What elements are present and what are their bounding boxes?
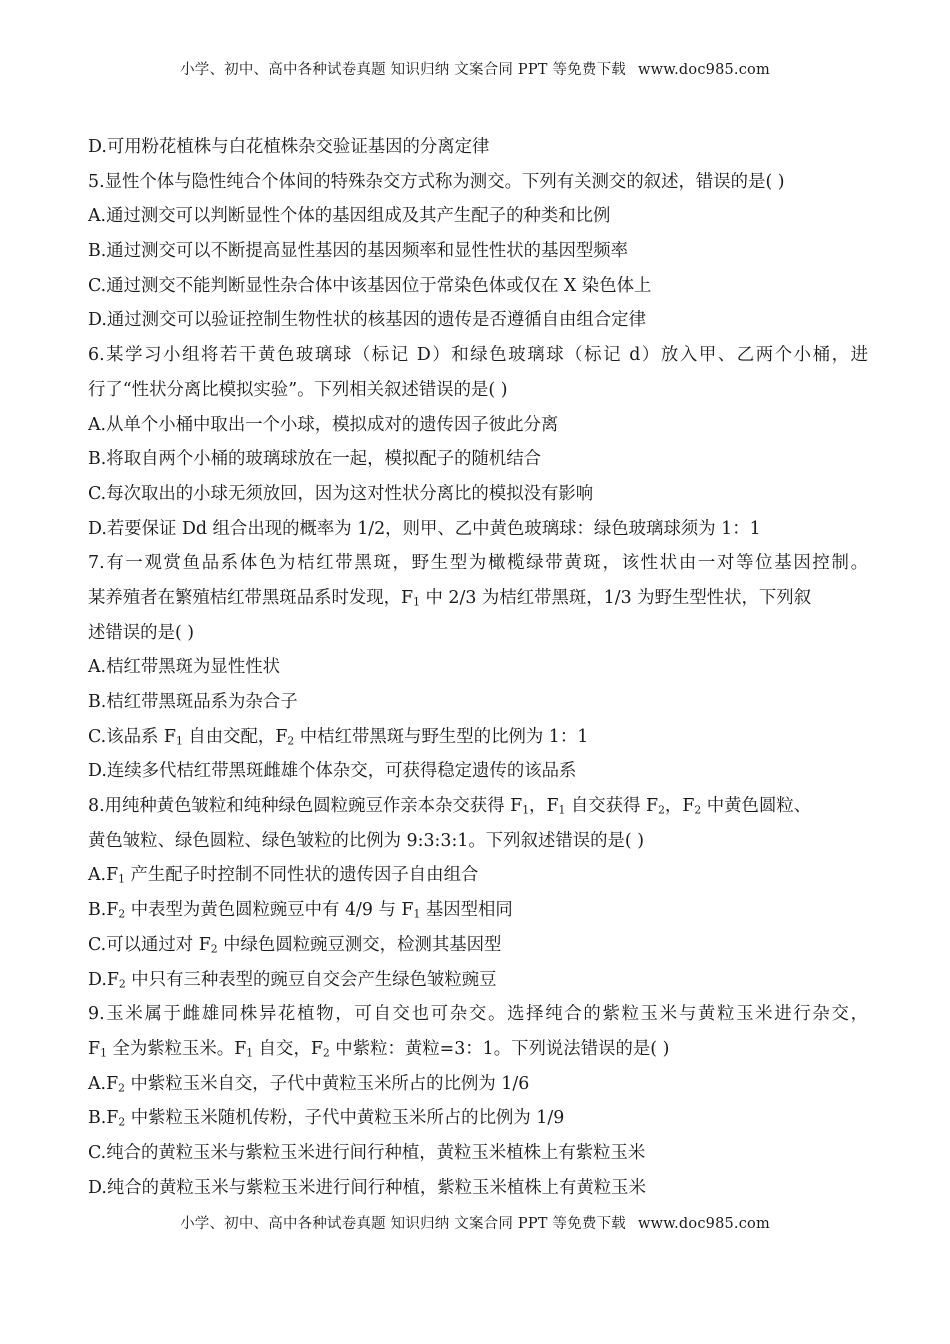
q5-option-b: B.通过测交可以不断提高显性基因的基因频率和显性性状的基因型频率 [88, 241, 629, 262]
q6-option-b: B.将取自两个小桶的玻璃球放在一起，模拟配子的随机结合 [88, 449, 542, 470]
page-header [0, 58, 950, 79]
q9-stem-line-1: 9.玉米属于雌雄同株异花植物，可自交也可杂交。选择纯合的紫粒玉米与黄粒玉米进行杂交， [88, 1004, 868, 1025]
q8-option-d: $D.F_2$ 中只有三种表型的豌豆自交会产生绿色皱粒豌豆 [88, 969, 497, 990]
q7-stem-line-1: 7.有一观赏鱼品系体色为桔红带黑斑，野生型为橄榄绿带黄斑，该性状由一对等位基因控制。 [88, 553, 868, 574]
q9-option-d: D.纯合的黄粒玉米与紫粒玉米进行间行种植，紫粒玉米植株上有黄粒玉米 [88, 1177, 646, 1198]
q8-option-a: $A.F_1$ 产生配子时控制不同性状的遗传因子自由组合 [88, 865, 479, 886]
q5-option-a: A.通过测交可以判断显性个体的基因组成及其产生配子的种类和比例 [88, 206, 611, 227]
q7-stem-line-2: 某养殖者在繁殖桔红带黑斑品系时发现，$F_1$ 中 2/3 为桔红带黑斑，1/3 为野生型性状，下列叙 [88, 587, 812, 609]
q6-option-d: D.若要保证 Dd 组合出现的概率为 1/2，则甲、乙中黄色玻璃球：绿色玻璃球须为 1：1 [88, 518, 761, 539]
q6-stem-line-2: 行了“性状分离比模拟实验”。下列相关叙述错误的是( ) [88, 379, 508, 400]
q9-option-c: C.纯合的黄粒玉米与紫粒玉米进行间行种植，黄粒玉米植株上有紫粒玉米 [88, 1142, 646, 1163]
footer-text: 小学、初中、高中各种试卷真题 知识归纳 文案合同 PPT 等免费下载 [180, 1216, 626, 1232]
q7-stem-line-3: 述错误的是( ) [88, 622, 195, 643]
q7-option-b: B.桔红带黑斑品系为杂合子 [88, 692, 298, 712]
q5-stem: 5.显性个体与隐性纯合个体间的特殊杂交方式称为测交。下列有关测交的叙述，错误的是( ) [88, 171, 785, 192]
q9-option-a: $A.F_2$ 中紫粒玉米自交，子代中黄粒玉米所占的比例为 1/6 [88, 1073, 530, 1094]
q8-option-b: $B.F_2$ 中表型为黄色圆粒豌豆中有 4/9 与 $F_1$ 基因型相同 [88, 900, 513, 921]
q6-option-c: C.每次取出的小球无须放回，因为这对性状分离比的模拟没有影响 [88, 483, 594, 504]
q5-option-c: C.通过测交不能判断显性杂合体中该基因位于常染色体或仅在 X 染色体上 [88, 275, 652, 296]
header-text: 小学、初中、高中各种试卷真题 知识归纳 文案合同 PPT 等免费下载 [180, 62, 626, 78]
page-footer [0, 1212, 950, 1233]
footer-url[interactable]: www.doc985.com [637, 1216, 770, 1232]
question-content [88, 130, 868, 1205]
q7-option-a: A.桔红带黑斑为显性性状 [88, 657, 280, 678]
q7-option-d: D.连续多代桔红带黑斑雌雄个体杂交，可获得稳定遗传的该品系 [88, 761, 577, 782]
q7-option-c: C.该品系 $F_1$ 自由交配，$F_2$ 中桔红带黑斑与野生型的比例为 1：1 [88, 726, 589, 748]
q6-stem-line-1: 6.某学习小组将若干黄色玻璃球（标记 D）和绿色玻璃球（标记 d）放入甲、乙两个小桶，进 [88, 345, 868, 366]
q9-option-b: $B.F_2$ 中紫粒玉米随机传粉，子代中黄粒玉米所占的比例为 1/9 [88, 1108, 565, 1129]
q5-option-d: D.通过测交可以验证控制生物性状的核基因的遗传是否遵循自由组合定律 [88, 310, 646, 331]
q8-option-c: C.可以通过对 $F_2$ 中绿色圆粒豌豆测交，检测其基因型 [88, 934, 502, 956]
q9-stem-line-2: $F_1$ 全为紫粒玉米。$F_1$ 自交，$F_2$ 中紫粒：黄粒=3：1。下列说法错误的是( ) [88, 1038, 670, 1060]
q8-stem-line-2: 黄色皱粒、绿色圆粒、绿色皱粒的比例为 9:3:3:1。下列叙述错误的是( ) [88, 830, 645, 851]
q6-option-a: A.从单个小桶中取出一个小球，模拟成对的遗传因子彼此分离 [88, 414, 559, 435]
header-url[interactable]: www.doc985.com [637, 62, 770, 78]
q8-stem-line-1: 8.用纯种黄色皱粒和纯种绿色圆粒豌豆作亲本杂交获得 $F_1$，$F_1$ 自交获得 $F_2$，$F_2$ 中黄色圆粒、 [88, 796, 812, 817]
q4-option-d: D.可用粉花植株与白花植株杂交验证基因的分离定律 [88, 137, 490, 157]
